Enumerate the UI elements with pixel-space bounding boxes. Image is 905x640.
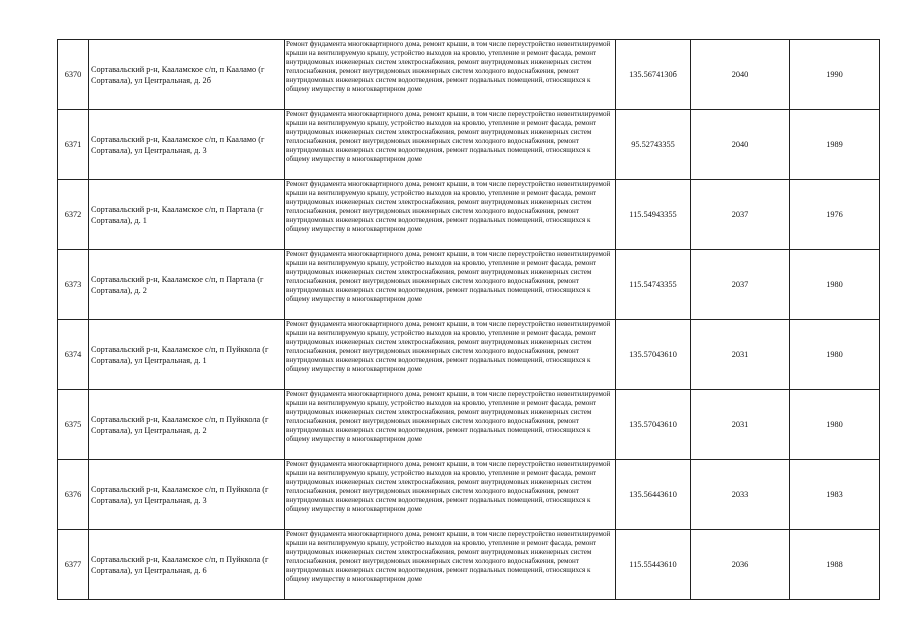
row-address: Сортавальский р-н, Кааламское с/п, п Кааламо (г Сортавала), ул Центральная, д. 2б — [89, 40, 285, 110]
row-number: 6376 — [58, 460, 89, 530]
row-build-year: 1989 — [790, 110, 880, 180]
table-row — [58, 40, 880, 110]
row-build-year: 1990 — [790, 40, 880, 110]
row-repair-year: 2040 — [691, 40, 790, 110]
row-area: 115.54743355 — [616, 250, 691, 320]
row-address: Сортавальский р-н, Кааламское с/п, п Пуйккола (г Сортавала), ул Центральная, д. 6 — [89, 530, 285, 600]
row-number: 6370 — [58, 40, 89, 110]
row-works: Ремонт фундамента многоквартирного дома, ремонт крыши, в том числе переустройство невентилируемой крыши на вентилируемую крышу, устройство выходов на кровлю, утепление и ремонт фасада, ремонт внутридомовых инженерных систем электроснабжения, ремонт внутридомовых инженерных систем теплоснабжения, ремонт внутридомовых инженерных систем холодного водоснабжения, ремонт внутридомовых инженерных систем водоотведения, ремонт подвальных помещений, относящихся к общему имуществу в многоквартирном доме — [285, 110, 616, 180]
row-works: Ремонт фундамента многоквартирного дома, ремонт крыши, в том числе переустройство невентилируемой крыши на вентилируемую крышу, устройство выходов на кровлю, утепление и ремонт фасада, ремонт внутридомовых инженерных систем электроснабжения, ремонт внутридомовых инженерных систем теплоснабжения, ремонт внутридомовых инженерных систем холодного водоснабжения, ремонт внутридомовых инженерных систем водоотведения, ремонт подвальных помещений, относящихся к общему имуществу в многоквартирном доме — [285, 250, 616, 320]
row-area: 135.5674130б — [616, 40, 691, 110]
row-number: 6373 — [58, 250, 89, 320]
table-row — [58, 320, 880, 390]
row-number: 6374 — [58, 320, 89, 390]
row-area: 95.52743355 — [616, 110, 691, 180]
table-row — [58, 250, 880, 320]
row-address: Сортавальский р-н, Кааламское с/п, п Партала (г Сортавала), д. 2 — [89, 250, 285, 320]
table-row — [58, 530, 880, 600]
row-address: Сортавальский р-н, Кааламское с/п, п Партала (г Сортавала), д. 1 — [89, 180, 285, 250]
housing-register-table — [57, 39, 880, 600]
table-row — [58, 110, 880, 180]
row-area: 135.56443610 — [616, 460, 691, 530]
row-build-year: 1988 — [790, 530, 880, 600]
row-build-year: 1976 — [790, 180, 880, 250]
row-build-year: 1983 — [790, 460, 880, 530]
row-address: Сортавальский р-н, Кааламское с/п, п Пуйккола (г Сортавала), ул Центральная, д. 3 — [89, 460, 285, 530]
row-build-year: 1980 — [790, 320, 880, 390]
table-row — [58, 390, 880, 460]
row-area: 115.55443610 — [616, 530, 691, 600]
row-address: Сортавальский р-н, Кааламское с/п, п Кааламо (г Сортавала), ул Центральная, д. 3 — [89, 110, 285, 180]
row-repair-year: 2033 — [691, 460, 790, 530]
row-number: 6372 — [58, 180, 89, 250]
row-number: 6375 — [58, 390, 89, 460]
row-repair-year: 2031 — [691, 390, 790, 460]
row-works: Ремонт фундамента многоквартирного дома, ремонт крыши, в том числе переустройство невентилируемой крыши на вентилируемую крышу, устройство выходов на кровлю, утепление и ремонт фасада, ремонт внутридомовых инженерных систем электроснабжения, ремонт внутридомовых инженерных систем теплоснабжения, ремонт внутридомовых инженерных систем холодного водоснабжения, ремонт внутридомовых инженерных систем водоотведения, ремонт подвальных помещений, относящихся к общему имуществу в многоквартирном доме — [285, 320, 616, 390]
row-area: 135.57043610 — [616, 320, 691, 390]
row-area: 115.54943355 — [616, 180, 691, 250]
table-row — [58, 180, 880, 250]
row-works: Ремонт фундамента многоквартирного дома, ремонт крыши, в том числе переустройство невентилируемой крыши на вентилируемую крышу, устройство выходов на кровлю, утепление и ремонт фасада, ремонт внутридомовых инженерных систем электроснабжения, ремонт внутридомовых инженерных систем теплоснабжения, ремонт внутридомовых инженерных систем холодного водоснабжения, ремонт внутридомовых инженерных систем водоотведения, ремонт подвальных помещений, относящихся к общему имуществу в многоквартирном доме — [285, 40, 616, 110]
row-repair-year: 2036 — [691, 530, 790, 600]
row-repair-year: 2037 — [691, 250, 790, 320]
row-number: 6377 — [58, 530, 89, 600]
row-repair-year: 2040 — [691, 110, 790, 180]
row-works: Ремонт фундамента многоквартирного дома, ремонт крыши, в том числе переустройство невентилируемой крыши на вентилируемую крышу, устройство выходов на кровлю, утепление и ремонт фасада, ремонт внутридомовых инженерных систем электроснабжения, ремонт внутридомовых инженерных систем теплоснабжения, ремонт внутридомовых инженерных систем холодного водоснабжения, ремонт внутридомовых инженерных систем водоотведения, ремонт подвальных помещений, относящихся к общему имуществу в многоквартирном доме — [285, 460, 616, 530]
row-number: 6371 — [58, 110, 89, 180]
table-row — [58, 460, 880, 530]
row-address: Сортавальский р-н, Кааламское с/п, п Пуйккола (г Сортавала), ул Центральная, д. 2 — [89, 390, 285, 460]
row-build-year: 1980 — [790, 390, 880, 460]
row-works: Ремонт фундамента многоквартирного дома, ремонт крыши, в том числе переустройство невентилируемой крыши на вентилируемую крышу, устройство выходов на кровлю, утепление и ремонт фасада, ремонт внутридомовых инженерных систем электроснабжения, ремонт внутридомовых инженерных систем теплоснабжения, ремонт внутридомовых инженерных систем холодного водоснабжения, ремонт внутридомовых инженерных систем водоотведения, ремонт подвальных помещений, относящихся к общему имуществу в многоквартирном доме — [285, 530, 616, 600]
row-address: Сортавальский р-н, Кааламское с/п, п Пуйккола (г Сортавала), ул Центральная, д. 1 — [89, 320, 285, 390]
row-works: Ремонт фундамента многоквартирного дома, ремонт крыши, в том числе переустройство невентилируемой крыши на вентилируемую крышу, устройство выходов на кровлю, утепление и ремонт фасада, ремонт внутридомовых инженерных систем электроснабжения, ремонт внутридомовых инженерных систем теплоснабжения, ремонт внутридомовых инженерных систем холодного водоснабжения, ремонт внутридомовых инженерных систем водоотведения, ремонт подвальных помещений, относящихся к общему имуществу в многоквартирном доме — [285, 180, 616, 250]
row-repair-year: 2037 — [691, 180, 790, 250]
row-build-year: 1980 — [790, 250, 880, 320]
row-works: Ремонт фундамента многоквартирного дома, ремонт крыши, в том числе переустройство невентилируемой крыши на вентилируемую крышу, устройство выходов на кровлю, утепление и ремонт фасада, ремонт внутридомовых инженерных систем электроснабжения, ремонт внутридомовых инженерных систем теплоснабжения, ремонт внутридомовых инженерных систем холодного водоснабжения, ремонт внутридомовых инженерных систем водоотведения, ремонт подвальных помещений, относящихся к общему имуществу в многоквартирном доме — [285, 390, 616, 460]
row-area: 135.57043610 — [616, 390, 691, 460]
row-repair-year: 2031 — [691, 320, 790, 390]
